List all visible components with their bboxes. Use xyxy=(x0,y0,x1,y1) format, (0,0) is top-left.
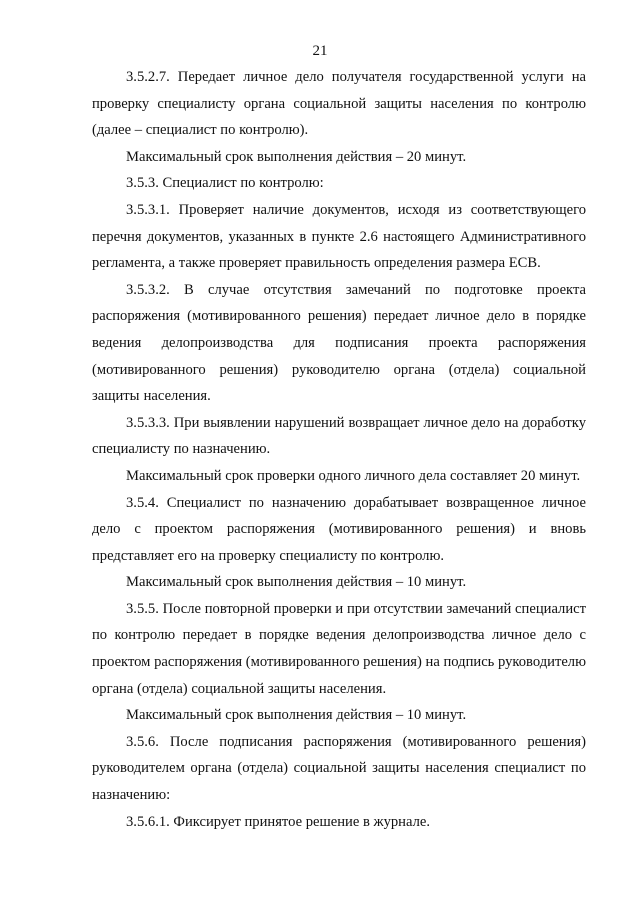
paragraph-3-5-3: 3.5.3. Специалист по контролю: xyxy=(126,175,324,192)
paragraph-3-5-3-1: 3.5.3.1. Проверяет наличие документов, исходя из соответствующего перечня документов, указанных в пункте 2.6 настоящего Административного регламента, а также проверяет правильность определения размера ЕСВ. xyxy=(92,201,586,272)
paragraph-3-5-6-1: 3.5.6.1. Фиксирует принятое решение в журнале. xyxy=(126,813,430,830)
page-number: 21 xyxy=(312,43,328,59)
paragraph-check-deadline: Максимальный срок проверки одного личного дела составляет 20 минут. xyxy=(126,467,581,484)
document-body xyxy=(92,64,586,835)
paragraph-3-5-4: 3.5.4. Специалист по назначению дорабатывает возвращенное личное дело с проектом распоряжения (мотивированного решения) и вновь представляет его на проверку специалисту по контролю. xyxy=(92,494,586,564)
paragraph-3-5-6: 3.5.6. После подписания распоряжения (мотивированного решения) руководителем органа (отдела) социальной защиты населения специалист по назначению: xyxy=(92,733,586,804)
paragraph-3-5-2-7: 3.5.2.7. Передает личное дело получателя государственной услуги на проверку специалисту органа социальной защиты населения по контролю (далее – специалист по контролю). xyxy=(92,69,586,139)
paragraph-deadline-10-min-b: Максимальный срок выполнения действия – 10 минут. xyxy=(126,707,467,724)
paragraph-deadline-20-min: Максимальный срок выполнения действия – 20 минут. xyxy=(126,148,467,165)
paragraph-3-5-5: 3.5.5. После повторной проверки и при отсутствии замечаний специалист по контролю передает в порядке ведения делопроизводства личное дело с проектом распоряжения (мотивированного решения) на подпись руководителю органа (отдела) социальной защиты населения. xyxy=(92,600,586,697)
paragraph-deadline-10-min-a: Максимальный срок выполнения действия – 10 минут. xyxy=(126,574,467,591)
paragraph-3-5-3-3: 3.5.3.3. При выявлении нарушений возвращает личное дело на доработку специалисту по назначению. xyxy=(92,414,586,458)
paragraph-3-5-3-2: 3.5.3.2. В случае отсутствия замечаний по подготовке проекта распоряжения (мотивированного решения) передает личное дело в порядке ведения делопроизводства для подписания проекта распоряжения (мотивированного решения) руководителю органа (отдела) социальной защиты населения. xyxy=(92,281,586,405)
